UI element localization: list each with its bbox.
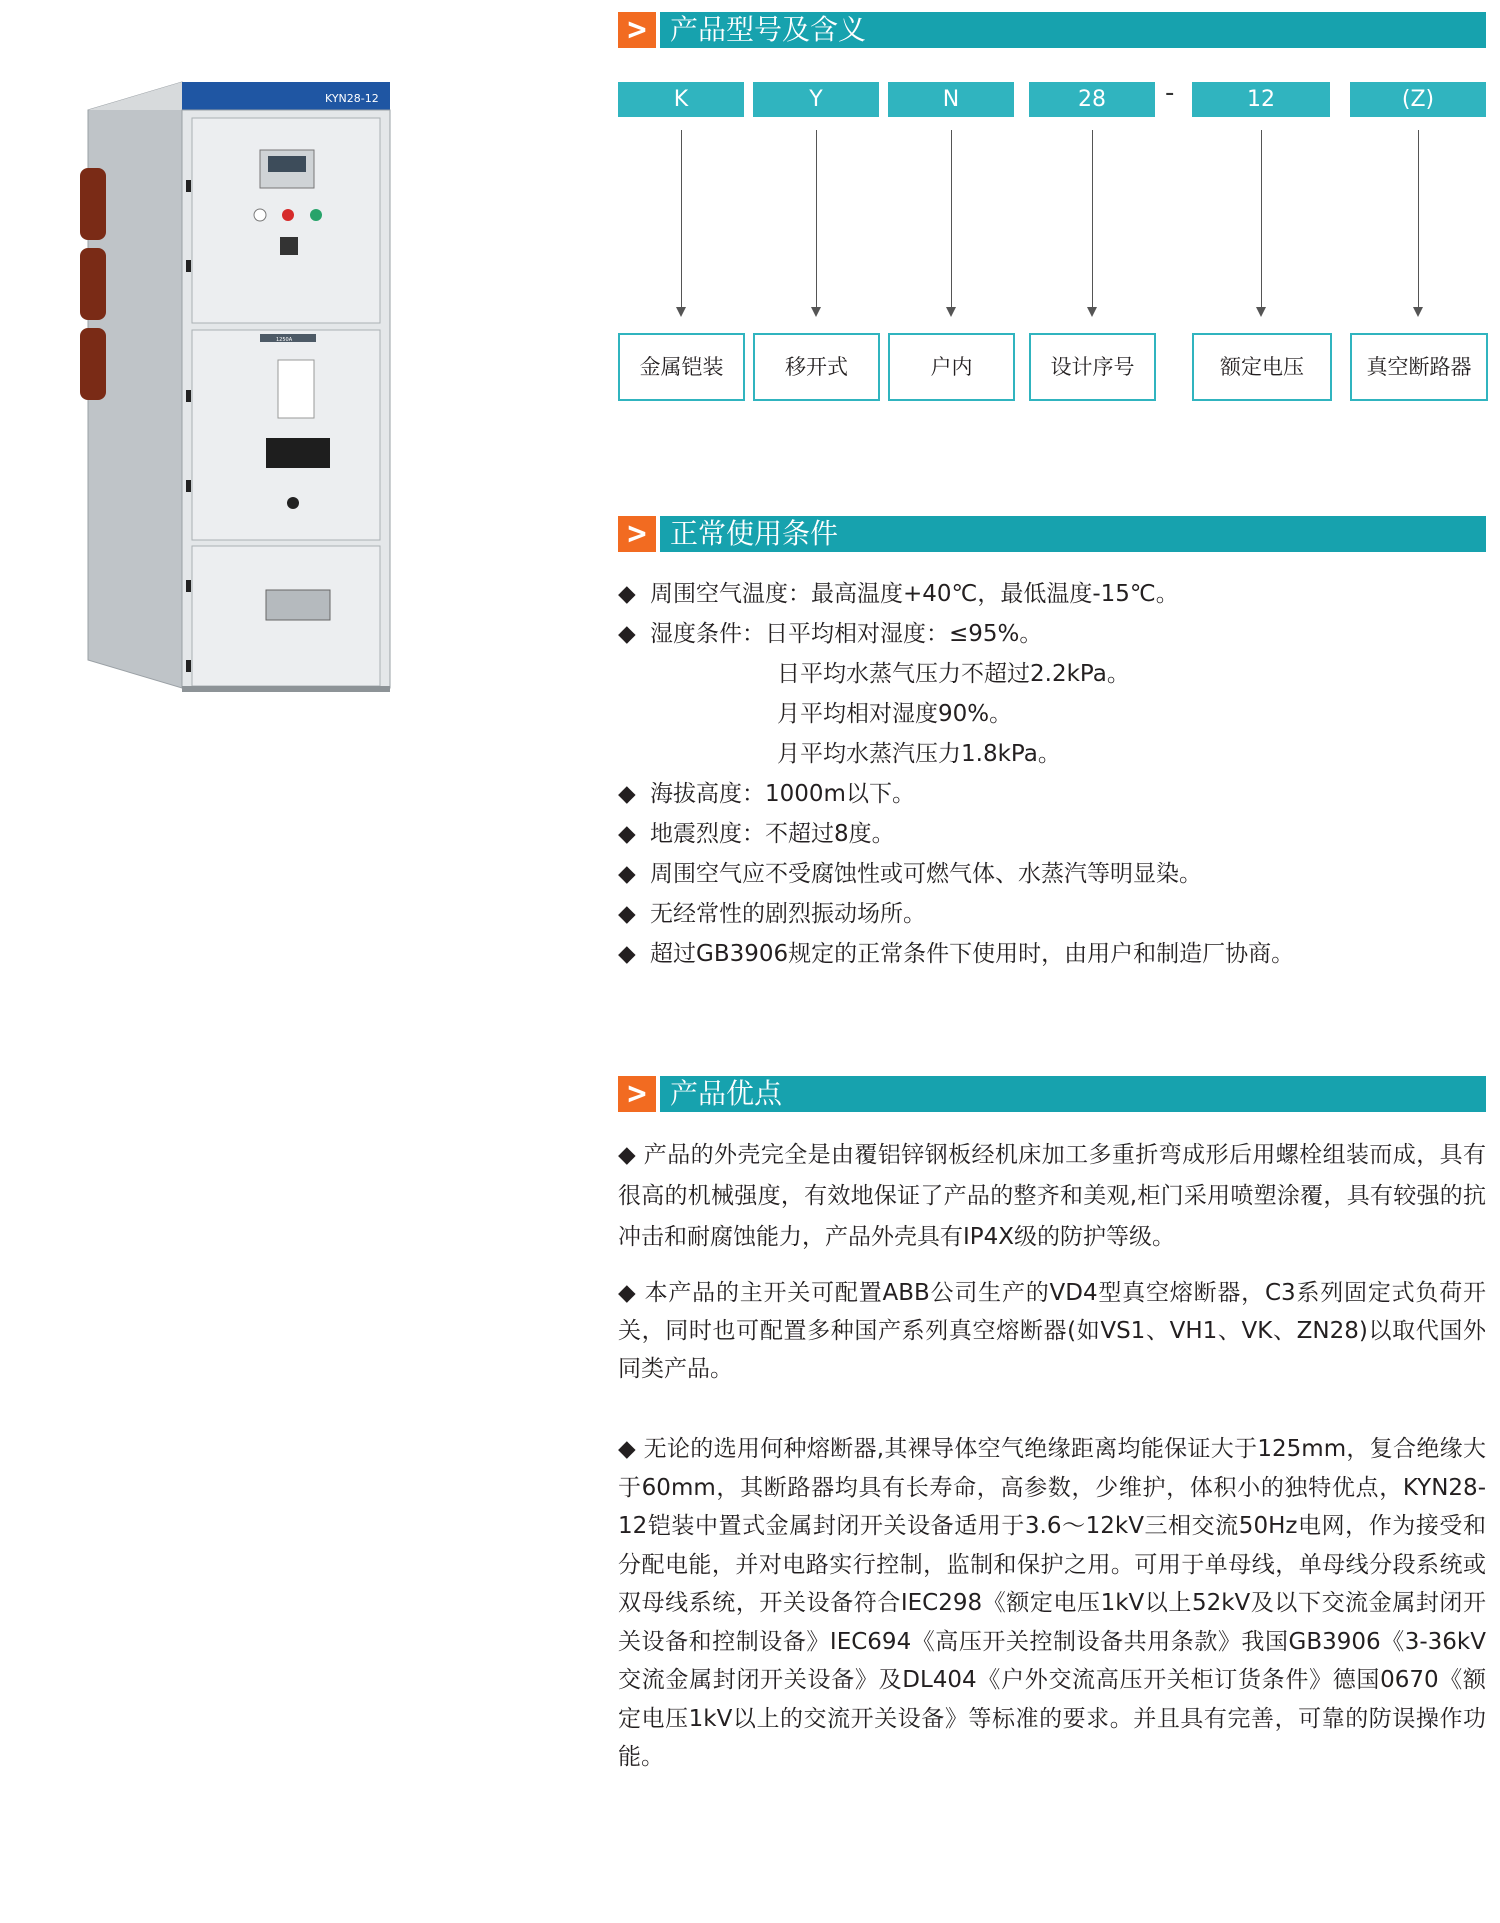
condition-subitem: 月平均相对湿度90%。 xyxy=(777,701,1013,727)
diamond-bullet-icon: ◆ xyxy=(618,581,636,607)
section-title: 产品型号及含义 xyxy=(660,12,1486,48)
arrow-down-icon xyxy=(811,307,821,317)
section-title: 正常使用条件 xyxy=(660,516,1486,552)
diamond-bullet-icon: ◆ xyxy=(618,941,636,967)
condition-item: ◆ 超过GB3906规定的正常条件下使用时，由用户和制造厂协商。 xyxy=(618,941,1295,967)
code-box-y: Y xyxy=(753,82,879,117)
connector-line xyxy=(1261,130,1262,310)
advantage-paragraph: ◆ 本产品的主开关可配置ABB公司生产的VD4型真空熔断器，C3系列固定式负荷开关，同时也可配置多种国产系列真空熔断器(如VS1、VH1、VK、ZN28)以取代国外同类产品。 xyxy=(618,1280,1486,1382)
code-box-n: N xyxy=(888,82,1014,117)
meaning-box-rated-voltage: 额定电压 xyxy=(1192,333,1332,401)
meaning-box-withdrawable: 移开式 xyxy=(753,333,880,401)
connector-line xyxy=(816,130,817,310)
chevron-right-icon: > xyxy=(618,12,656,48)
arrow-down-icon xyxy=(676,307,686,317)
condition-item: ◆ 湿度条件：日平均相对湿度：≤95%。 xyxy=(618,621,1043,647)
arrow-down-icon xyxy=(1256,307,1266,317)
cabinet-model-plate: KYN28-12 xyxy=(325,92,379,105)
condition-subitem: 日平均水蒸气压力不超过2.2kPa。 xyxy=(777,661,1130,687)
chevron-right-icon: > xyxy=(618,1076,656,1112)
code-box-k: K xyxy=(618,82,744,117)
diamond-bullet-icon: ◆ xyxy=(618,821,636,847)
meaning-box-metal-clad: 金属铠装 xyxy=(618,333,745,401)
advantage-paragraph: ◆ 产品的外壳完全是由覆铝锌钢板经机床加工多重折弯成形后用螺栓组装而成，具有很高的机械强度，有效地保证了产品的整齐和美观,柜门采用喷塑涂覆，具有较强的抗冲击和耐腐蚀能力，产品外壳具有IP4X级的防护等级。 xyxy=(618,1142,1486,1250)
condition-item: ◆ 海拔高度：1000m以下。 xyxy=(618,781,915,807)
section-header-model xyxy=(618,12,1486,58)
condition-item: ◆ 周围空气温度：最高温度+40℃，最低温度-15℃。 xyxy=(618,581,1179,607)
code-box-z: (Z) xyxy=(1350,82,1486,117)
section-header-advantages xyxy=(618,1076,1486,1122)
diamond-bullet-icon: ◆ xyxy=(618,861,636,887)
meaning-box-vacuum-breaker: 真空断路器 xyxy=(1350,333,1488,401)
condition-item: ◆ 地震烈度：不超过8度。 xyxy=(618,821,895,847)
condition-subitem: 月平均水蒸汽压力1.8kPa。 xyxy=(777,741,1061,767)
connector-line xyxy=(951,130,952,310)
arrow-down-icon xyxy=(1087,307,1097,317)
meaning-box-design-serial: 设计序号 xyxy=(1029,333,1156,401)
meaning-box-indoor: 户内 xyxy=(888,333,1015,401)
cabinet-rating-label: 1250A xyxy=(276,337,293,343)
connector-line xyxy=(681,130,682,310)
diamond-bullet-icon: ◆ xyxy=(618,901,636,927)
section-header-conditions xyxy=(618,516,1486,562)
code-box-12: 12 xyxy=(1192,82,1330,117)
diamond-bullet-icon: ◆ xyxy=(618,621,636,647)
code-box-28: 28 xyxy=(1029,82,1155,117)
chevron-right-icon: > xyxy=(618,516,656,552)
arrow-down-icon xyxy=(946,307,956,317)
advantage-paragraph: ◆ 无论的选用何种熔断器,其裸导体空气绝缘距离均能保证大于125mm，复合绝缘大于60mm，其断路器均具有长寿命，高参数，少维护，体积小的独特优点，KYN28-12铠装中置式金属封闭开关设备适用于3.6～12kV三相交流50Hz电网，作为接受和分配电能，并对电路实行控制，监制和保护之用。可用于单母线，单母线分段系统或双母线系统，开关设备符合IEC298《额定电压1kV以上52kV及以下交流金属封闭开关设备和控制设备》IEC694《高压开关控制设备共用条款》我国GB3906《3-36kV交流金属封闭开关设备》及DL404《户外交流高压开关柜订货条件》德国0670《额定电压1kV以上的交流开关设备》等标准的要求。并且具有完善，可靠的防误操作功能。 xyxy=(618,1436,1486,1770)
switchgear-cabinet-image xyxy=(80,60,400,700)
condition-item: ◆ 周围空气应不受腐蚀性或可燃气体、水蒸汽等明显染。 xyxy=(618,861,1202,887)
section-title: 产品优点 xyxy=(660,1076,1486,1112)
code-separator: - xyxy=(1165,78,1175,108)
connector-line xyxy=(1092,130,1093,310)
connector-line xyxy=(1418,130,1419,310)
arrow-down-icon xyxy=(1413,307,1423,317)
diamond-bullet-icon: ◆ xyxy=(618,781,636,807)
condition-item: ◆ 无经常性的剧烈振动场所。 xyxy=(618,901,926,927)
